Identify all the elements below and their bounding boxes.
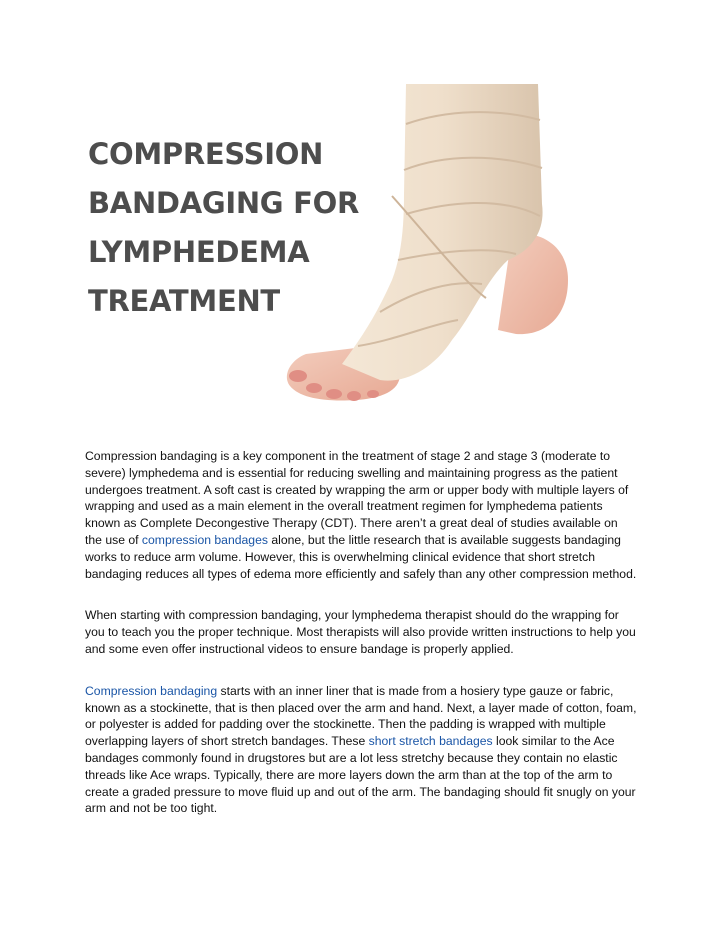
hero-title-line: TREATMENT — [88, 284, 280, 318]
hero-banner — [80, 84, 572, 418]
paragraph-intro — [85, 448, 637, 582]
paragraph-text: starts with an inner liner that is made from a hosiery type gauze or fabric, known as a stockinette, that is then placed over the arm and hand. Next, a layer made of cotton, foam, or polyester is added for padding over the stockinette. Then the padding is wrapped with multiple overlapping layers of short stretch bandages. These — [85, 683, 637, 749]
paragraph-text: Compression bandaging is a key component in the treatment of stage 2 and stage 3 (moderate to severe) lymphedema and is essential for reducing swelling and maintaining progress as the patient undergoes treatment. A soft cast is created by wrapping the arm or upper body with multiple layers of wrapping and used as a main element in the overall treatment regimen for lymphedema patients known as Complete Decongestive Therapy (CDT). There aren’t a great deal of studies available on the use of — [85, 449, 629, 547]
hero-title — [88, 130, 359, 326]
compression-bandaging-link[interactable]: Compression bandaging — [85, 683, 218, 698]
paragraph-text: When starting with compression bandaging, your lymphedema therapist should do the wrapping for you to teach you the proper technique. Most therapists will also provide written instructions to help you and some even offer instructional videos to ensure bandage is properly applied. — [85, 608, 636, 656]
hero-title-line: BANDAGING FOR — [88, 186, 359, 220]
hero-title-line: COMPRESSION — [88, 137, 324, 171]
paragraph-starting — [85, 607, 637, 657]
short-stretch-bandages-link[interactable]: short stretch bandages — [368, 734, 493, 749]
hero-title-line: LYMPHEDEMA — [88, 235, 310, 269]
paragraph-text: alone, but the little research that is available suggests bandaging works to reduce arm volume. However, this is overwhelming clinical evidence that short stretch bandaging reduces all types of edema more efficiently and safely than any other compression method. — [85, 532, 637, 581]
compression-bandages-link[interactable]: compression bandages — [141, 532, 268, 547]
paragraph-text: look similar to the Ace bandages commonly found in drugstores but are a lot less stretchy because they contain no elastic threads like Ace wraps. Typically, there are more layers down the arm than at the top of the arm to create a graded pressure to move fluid up and out of the arm. The bandaging should fit snugly on your arm and not be too tight. — [85, 734, 636, 816]
paragraph-process — [85, 683, 637, 817]
article-body — [85, 448, 637, 842]
